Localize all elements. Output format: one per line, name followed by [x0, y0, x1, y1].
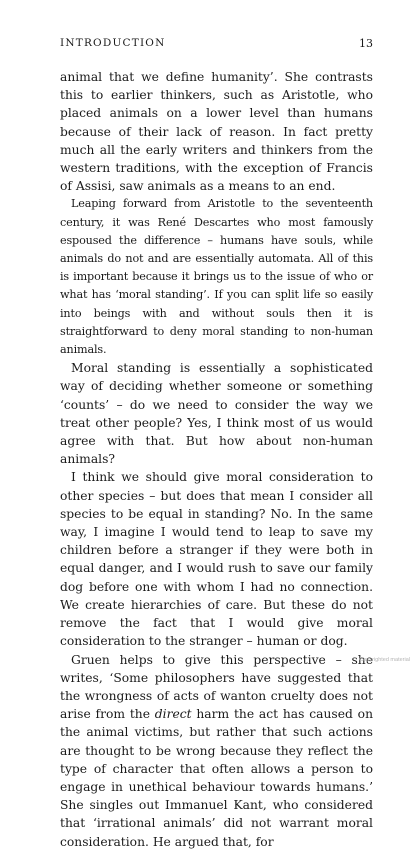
running-head-title: INTRODUCTION [60, 37, 166, 49]
paragraph: I think we should give moral consideration to other species – but does that mean I consider all species to be equal in standing? No. In the same way, I imagine I would tend to leap to save my children before a stranger if they were both in equal danger, and I would rush to save our family dog before one with whom I had no connection. We create hierarchies of care. But these do not remove the fact that I would give moral consideration to the stranger – human or dog. [60, 470, 373, 649]
body-text [60, 68, 373, 851]
paragraph [60, 651, 373, 851]
emphasis-text: direct [154, 707, 192, 722]
book-page [60, 0, 373, 849]
paragraph: Moral standing is essentially a sophisticated way of deciding whether someone or something ‘counts’ – do we need to consider the way we treat other people? Yes, I think most of us would agree with that. But how about non-human animals? [60, 361, 373, 467]
paragraph: animal that we define humanity’. She contrasts this to earlier thinkers, such as Aristotle, who placed animals on a lower level than humans because of their lack of reason. In fact pretty much all the early writers and thinkers from the western traditions, with the exception of Francis of Assisi, saw animals as a means to an end. [60, 70, 373, 194]
paragraph-text: harm the act has caused on the animal victims, but rather that such actions are thought to be wrong because they reflect the type of character that often allows a person to engage in unethical behaviour towards humans.’ She singles out Immanuel Kant, who considered that ‘irrational animals’ did not warrant moral consideration. He argued that, for [60, 707, 373, 849]
copyright-watermark: Copyrighted material [359, 657, 410, 663]
page-number: 13 [359, 37, 373, 50]
running-head [60, 37, 373, 53]
paragraph-text: Gruen helps to give this perspective – she writes, ‘Some philosophers have suggested that the wrongness of acts of wanton cruelty does not arise from the [60, 652, 373, 722]
paragraph: Leaping forward from Aristotle to the seventeenth century, it was René Descartes who most famously espoused the difference – humans have souls, while animals do not and are essentially automata. All of this is important because it brings us to the issue of who or what has ‘moral standing’. If you can split life so easily into beings with and without souls then it is straightforward to deny moral standing to non-human animals. [60, 197, 373, 357]
